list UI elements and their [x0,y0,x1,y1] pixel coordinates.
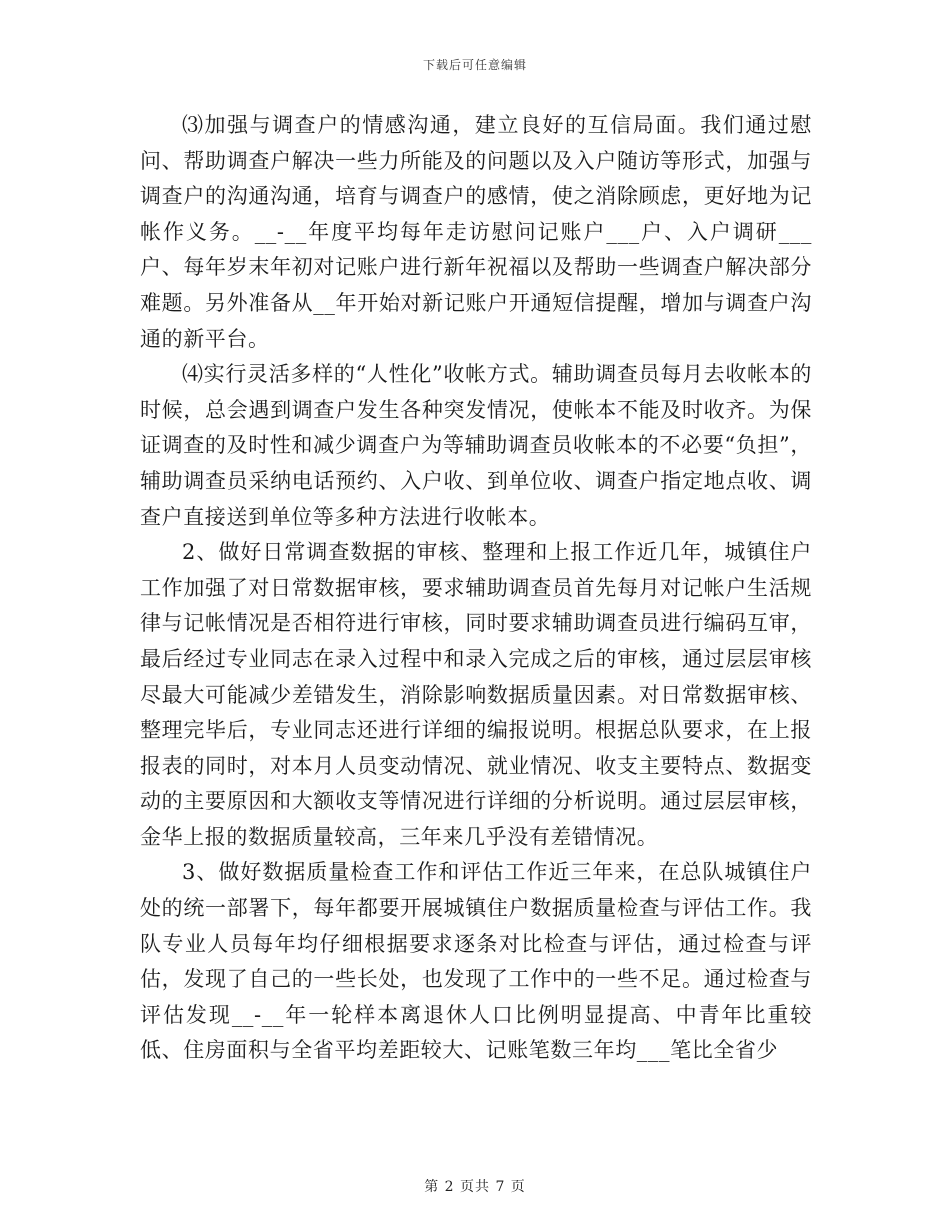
paragraph-daily-data-review: 2、做好日常调查数据的审核、整理和上报工作近几年，城镇住户工作加强了对日常数据审核，要求辅助调查员首先每月对记帐户生活规律与记帐情况是否相符进行审核，同时要求辅助调查员进行编码互审，最后经过专业同志在录入过程中和录入完成之后的审核，通过层层审核尽最大可能减少差错发生，消除影响数据质量因素。对日常数据审核、整理完毕后，专业同志还进行详细的编报说明。根据总队要求，在上报报表的同时，对本月人员变动情况、就业情况、收支主要特点、数据变动的主要原因和大额收支等情况进行详细的分析说明。通过层层审核，金华上报的数据质量较高，三年来几乎没有差错情况。 [140,540,812,849]
paragraph-data-quality-check: 3、做好数据质量检查工作和评估工作近三年来，在总队城镇住户处的统一部署下，每年都要开展城镇住户数据质量检查与评估工作。我队专业人员每年均仔细根据要求逐条对比检查与评估，通过检查与评估，发现了自己的一些长处，也发现了工作中的一些不足。通过检查与评估发现__-__年一轮样本离退休人口比例明显提高、中青年比重较低、住房面积与全省平均差距较大、记账笔数三年均___笔比全省少 [140,860,812,1063]
paragraph-flexible-collection: ⑷实行灵活多样的“人性化”收帐方式。辅助调查员每月去收帐本的时候，总会遇到调查户发生各种突发情况，使帐本不能及时收齐。为保证调查的及时性和减少调查户为等辅助调查员收帐本的不必要“负担”，辅助调查员采纳电话预约、入户收、到单位收、调查户指定地点收、调查户直接送到单位等多种方法进行收帐本。 [140,362,812,529]
paragraph-survey-household-communication: ⑶加强与调查户的情感沟通，建立良好的互信局面。我们通过慰问、帮助调查户解决一些力所能及的问题以及入户随访等形式，加强与调查户的沟通沟通，培育与调查户的感情，使之消除顾虑，更好地为记帐作义务。__-__年度平均每年走访慰问记账户___户、入户调研___户、每年岁末年初对记账户进行新年祝福以及帮助一些调查户解决部分难题。另外准备从__年开始对新记账户开通短信提醒，增加与调查户沟通的新平台。 [140,113,812,351]
page-number: 第 2 页共 7 页 [424,1179,526,1195]
page-header: 下载后可任意编辑 [422,58,527,72]
document-body [140,108,812,1069]
